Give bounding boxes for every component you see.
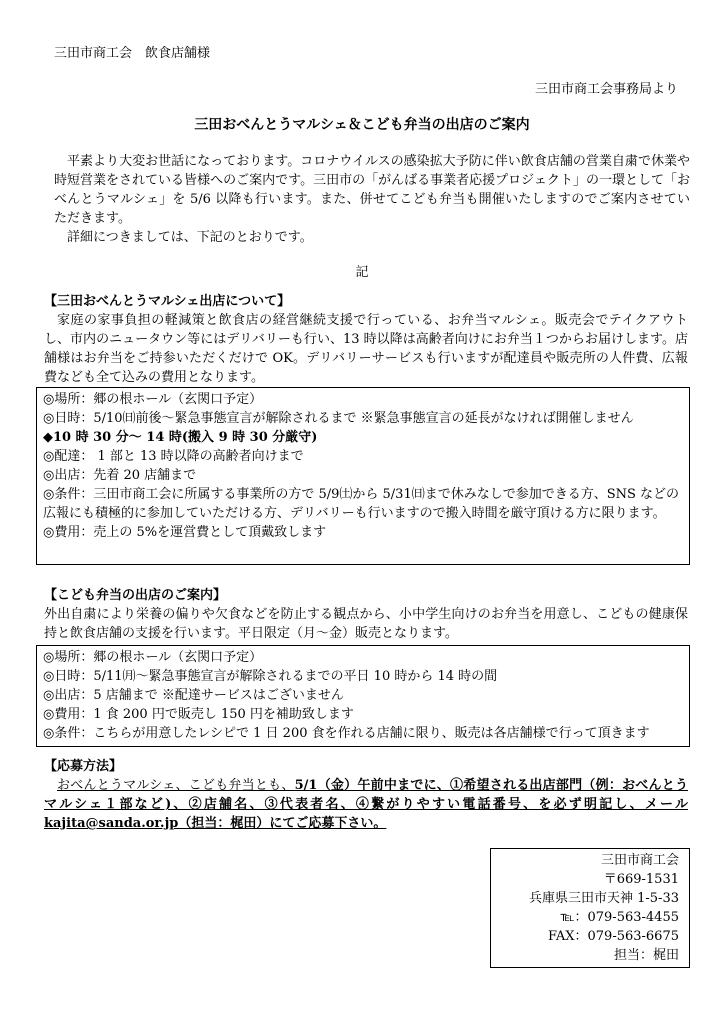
document-title: 三田おべんとうマルシェ＆こども弁当の出店のご案内 [194, 117, 530, 133]
marche-item: ◆10 時 30 分～ 14 時(搬入 9 時 30 分厳守) [43, 430, 318, 445]
marche-item: ◎日時：5/10㈰前後～緊急事態宣言が解除されるまで ※緊急事態宣言の延長がなければ開催しません [43, 411, 634, 426]
intro-paragraph: 平素より大変お世話になっております。コロナウイルスの感染拡大予防に伴い飲食店舗の営業自粛で休業や時短営業をされている皆様へのご案内です。三田市の「がんばる事業者応援プロジェクト」の一環として「おべんとうマルシェ」を 5/6 以降も行います。また、併せてこども弁当も開催いたしますのでご案内させていただきます。 [54, 154, 690, 226]
apply-instructions [44, 776, 688, 833]
kids-item: ◎出店：5 店舗まで ※配達サービスはございません [43, 688, 344, 703]
kids-heading: 【こども弁当の出店のご案内】 [44, 588, 227, 603]
addressee: 三田市商工会 飲食店舗様 [54, 46, 211, 61]
marche-item: ◎条件：三田市商工会に所属する事業所の方で 5/9㈯から 5/31㈰まで休みなしで参加できる方、SNS などの広報にも積極的に参加していただける方、デリバリーも行いますので搬入時間を厳守頂ける方に限ります。 [43, 487, 680, 521]
intro-details-line: 詳細につきましては、下記のとおりです。 [67, 230, 313, 245]
apply-heading: 【応募方法】 [44, 759, 123, 774]
marche-description: 家庭の家事負担の軽減策と飲食店の経営継続支援で行っている、お弁当マルシェ。販売会でテイクアウトし、市内のニュータウン等にはデリバリーも行い、13 時以降は高齢者向けにお弁当１つからお届けします。店舗様はお弁当をご持参いただくだけで OK。デリバリーサービスも行いますが配達員や販売所の人件費、広報費なども全て込みの費用となります。 [44, 313, 688, 385]
marche-item: ◎場所：郷の根ホール（玄関口予定） [43, 392, 263, 407]
marche-heading: 【三田おべんとうマルシェ出店について】 [44, 294, 291, 309]
sender: 三田市商工会事務局より [534, 82, 678, 97]
kids-details-box [36, 645, 690, 747]
marche-item: ◎費用：売上の 5%を運営費として頂戴致します [43, 525, 327, 540]
kids-item: ◎費用：1 食 200 円で販売し 150 円を補助致します [43, 707, 354, 722]
marche-item: ◎出店：先着 20 店舗まで [43, 468, 197, 483]
ki-mark: 記 [355, 265, 369, 280]
kids-description: 外出自粛により栄養の偏りや欠食などを防止する観点から、小中学生向けのお弁当を用意し、こどもの健康保持と飲食店舗の支援を行います。平日限定（月～金）販売となります。 [44, 607, 688, 641]
contact-fax: FAX：079-563-6675 [547, 929, 679, 944]
kids-item: ◎日時：5/11㈪～緊急事態宣言が解除されるまでの平日 10 時から 14 時の間 [43, 669, 498, 684]
contact-org: 三田市商工会 [600, 853, 679, 868]
contact-zip: 〒669-1531 [603, 872, 679, 887]
kids-item: ◎場所：郷の根ホール（玄関口予定） [43, 650, 263, 665]
marche-item: ◎配達： 1 部と 13 時以降の高齢者向けまで [43, 449, 304, 464]
contact-tel: ℡：079-563-4455 [560, 910, 679, 925]
apply-text-plain: おべんとうマルシェ、こども弁当とも、 [57, 778, 295, 793]
apply-text-bold: 5/1（金）午前中までに、①希望される出店部門（例：おべんとうマルシェ１部など)、②店舗名、③代表者名、④繋がりやすい電話番号、を必ず明記し、メール kajita@sanda.or.jp（担当：梶田）にてご応募下さい。 [44, 778, 688, 831]
contact-box [490, 848, 690, 968]
contact-address: 兵庫県三田市天神 1-5-33 [528, 891, 679, 906]
contact-person: 担当：梶田 [613, 948, 679, 963]
kids-item: ◎条件：こちらが用意したレシピで 1 日 200 食を作れる店舗に限り、販売は各店舗様で行って頂きます [43, 726, 650, 741]
marche-details-box [36, 387, 690, 565]
